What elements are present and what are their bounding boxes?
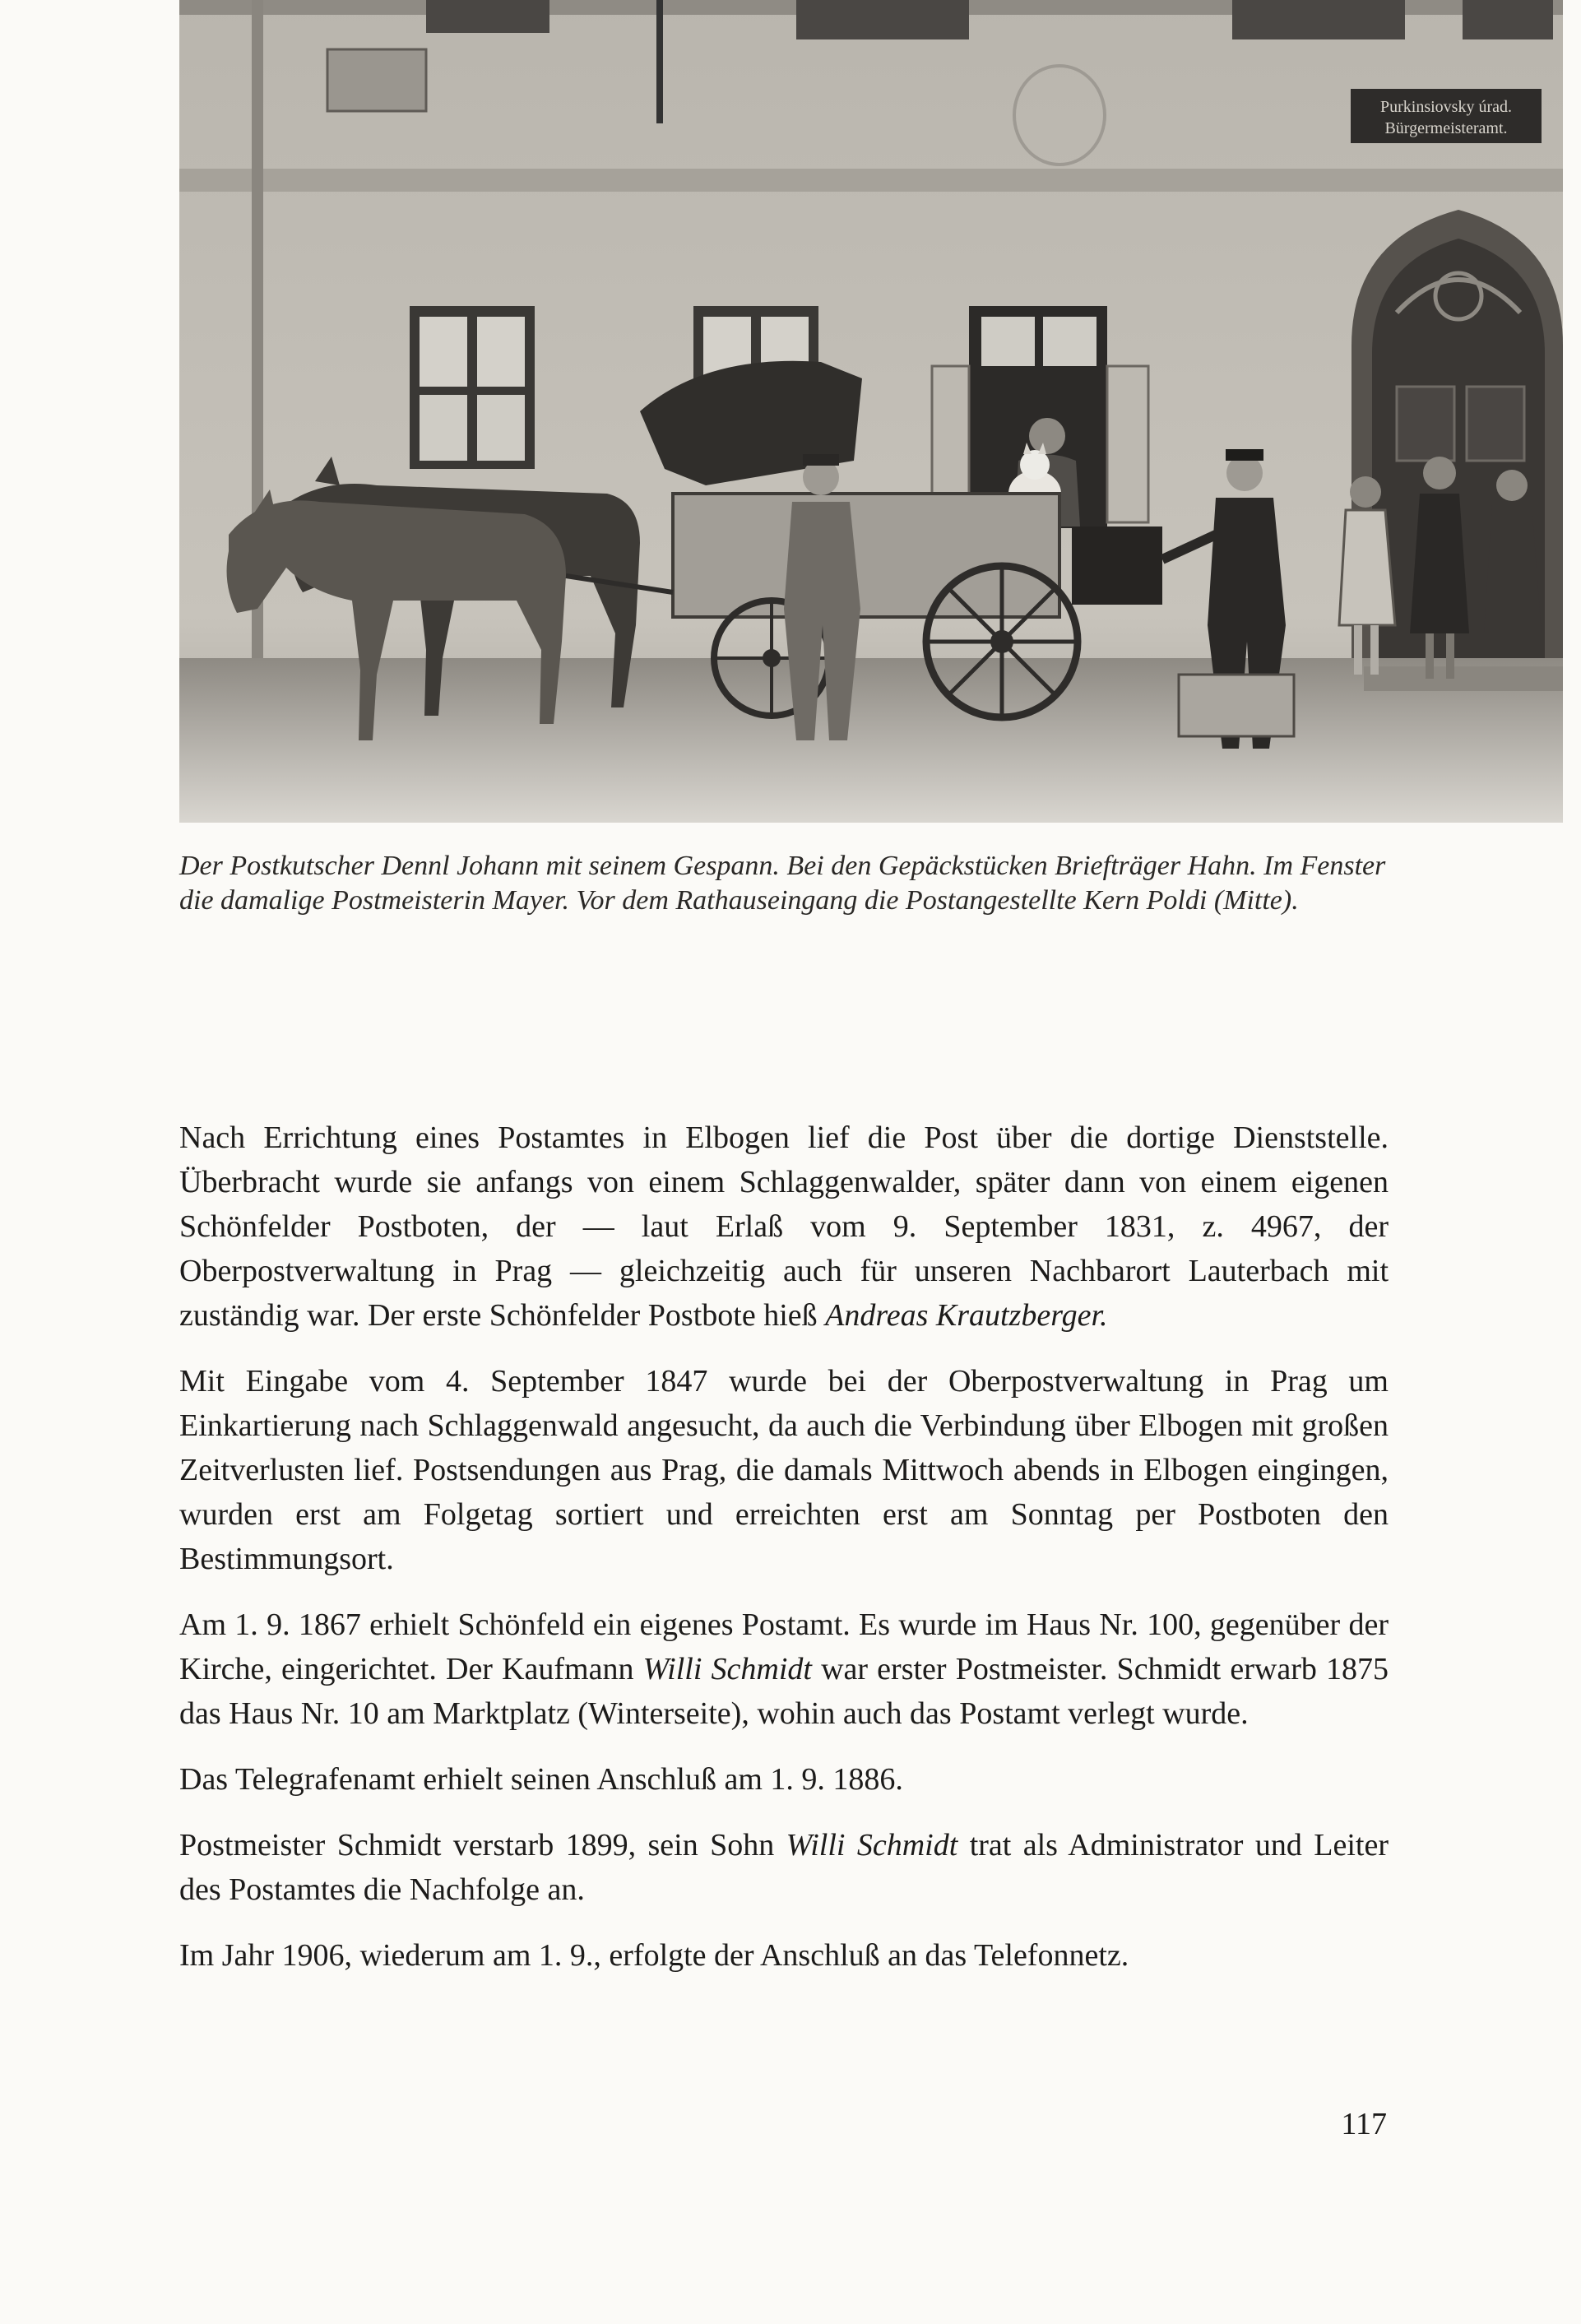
cobbled-street [179,658,1563,823]
text-run: Mit Eingabe vom 4. September 1847 wurde bei der Oberpostverwaltung in Prag um Einkartierung nach Schlaggenwald angesucht, da auch die Verbindung über Elbogen mit großen Zeitverlusten lief. Postsendungen aus Prag, die damals Mittwoch abends in Elbogen eingingen, wurden erst am Folgetag sortiert und erreichten erst am Sonntag per Postboten den Bestimmungsort. [179,1364,1389,1576]
text-run: Postmeister Schmidt verstarb 1899, sein Sohn [179,1828,786,1862]
text-run: war erster Postmeister. Schmidt erwarb 1875 das Haus Nr. 10 am Marktplatz (Winterseite), wohin auch das Postamt verlegt wurde. [179,1652,1389,1731]
paragraph [179,1933,1389,1978]
entrance-step [1364,666,1563,691]
town-hall-sign [1351,89,1542,143]
page-number: 117 [1341,2107,1387,2141]
body-text [179,1116,1389,1999]
paragraph [179,1823,1389,1912]
paragraph [179,1116,1389,1338]
sign-line-1: Purkinsiovsky úrad. [1380,98,1512,116]
paragraph [179,1359,1389,1581]
sign-line-2: Bürgermeisteramt. [1384,119,1508,137]
paragraph [179,1757,1389,1802]
text-run: Das Telegrafenamt erhielt seinen Anschluß am 1. 9. 1886. [179,1762,903,1797]
italic-name: Willi Schmidt [642,1652,812,1686]
paragraph [179,1603,1389,1736]
text-run: Am 1. 9. 1867 erhielt Schönfeld ein eigenes Postamt. Es wurde im Haus Nr. 100, gegenüber der Kirche, eingerichtet. Der Kaufmann [179,1607,1389,1686]
text-run: trat als Administrator und Leiter des Postamtes die Nachfolge an. [179,1828,1389,1907]
historic-photo [179,0,1563,823]
italic-name: Willi Schmidt [786,1828,958,1862]
photo-caption: Der Postkutscher Dennl Johann mit seinem Gespann. Bei den Gepäckstücken Briefträger Hahn. Im Fenster die damalige Postmeisterin Mayer. Vor dem Rathauseingang die Postangestellte Kern Poldi (Mitte). [179,851,1386,916]
window-left [410,306,535,469]
italic-name: Andreas Krautzberger. [825,1298,1108,1333]
text-run: Nach Errichtung eines Postamtes in Elbogen lief die Post über die dortige Dienststelle. Überbracht wurde sie anfangs von einem Schlaggenwalder, später dann von einem eigenen Schönfelder Postboten, der — laut Erlaß vom 9. September 1831, z. 4967, der Oberpostverwaltung in Prag — gleichzeitig auch für unseren Nachbarort Lauterbach mit zuständig war. Der erste Schönfelder Postbote hieß [179,1120,1389,1333]
text-run: Im Jahr 1906, wiederum am 1. 9., erfolgte der Anschluß an das Telefonnetz. [179,1938,1129,1973]
luggage-basket [1179,675,1294,736]
